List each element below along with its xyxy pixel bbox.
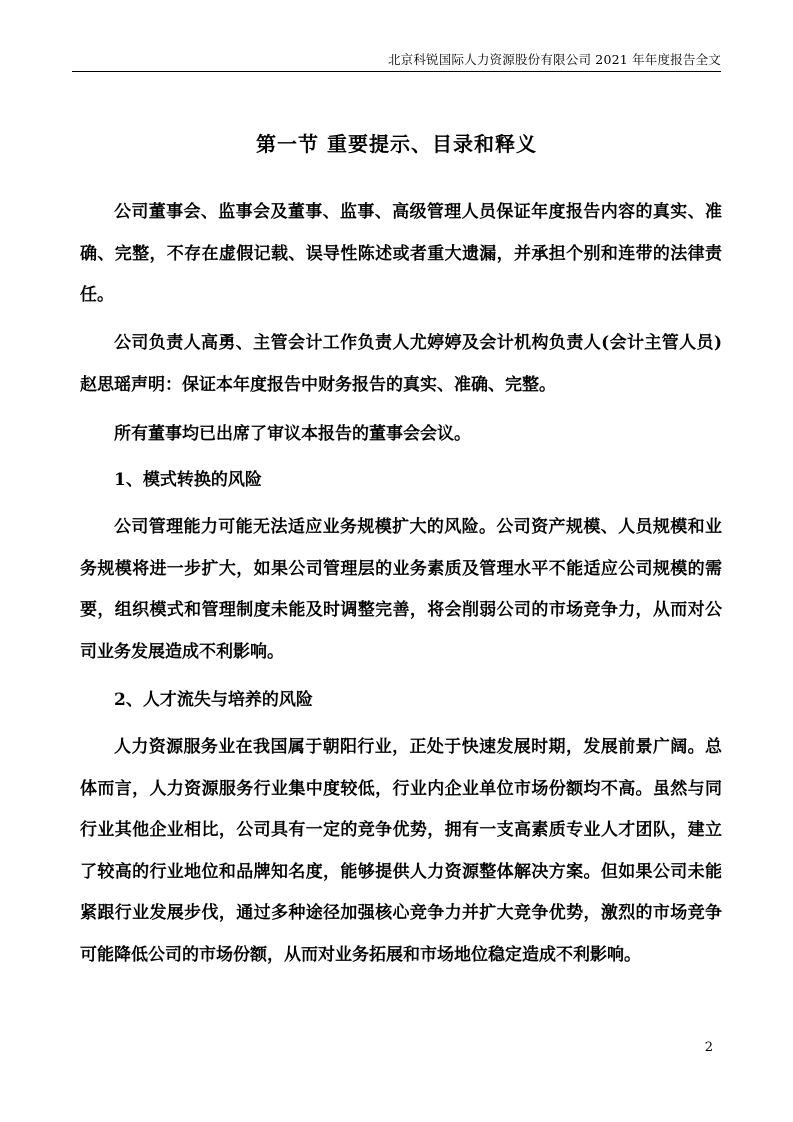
- risk-heading-model-transition: 1、模式转换的风险: [114, 470, 262, 490]
- running-header: 北京科锐国际人力资源股份有限公司 2021 年年度报告全文: [387, 52, 721, 67]
- risk-body-talent-loss: 人力资源服务业在我国属于朝阳行业，正处于快速发展时期，发展前景广阔。总体而言，人力资源服务行业集中度较低，行业内企业单位市场份额均不高。虽然与同行业其他企业相比，公司具有一定的竞争优势，拥有一支高素质专业人才团队，建立了较高的行业地位和品牌知名度，能够提供人力资源整体解决方案。但如果公司未能紧跟行业发展步伐，通过多种途径加强核心竞争力并扩大竞争优势，激烈的市场竞争可能降低公司的市场份额，从而对业务拓展和市场地位稳定造成不利影响。: [80, 737, 722, 965]
- responsibility-statement-paragraph: 公司董事会、监事会及董事、监事、高级管理人员保证年度报告内容的真实、准确、完整，不存在虚假记载、误导性陈述或者重大遗漏，并承担个别和连带的法律责任。: [80, 202, 722, 305]
- header-divider: [72, 71, 721, 72]
- section-title: 第一节 重要提示、目录和释义: [256, 132, 537, 156]
- board-attendance-paragraph: 所有董事均已出席了审议本报告的董事会会议。: [114, 424, 471, 444]
- financial-report-declaration-paragraph: 公司负责人高勇、主管会计工作负责人尤婷婷及会计机构负责人(会计主管人员)赵思瑶声明：保证本年度报告中财务报告的真实、准确、完整。: [80, 333, 722, 395]
- risk-body-model-transition: 公司管理能力可能无法适应业务规模扩大的风险。公司资产规模、人员规模和业务规模将进一步扩大，如果公司管理层的业务素质及管理水平不能适应公司规模的需要，组织模式和管理制度未能及时调整完善，将会削弱公司的市场竞争力，从而对公司业务发展造成不利影响。: [80, 517, 722, 662]
- page-number: 2: [704, 1040, 713, 1055]
- risk-heading-talent-loss: 2、人才流失与培养的风险: [114, 690, 313, 710]
